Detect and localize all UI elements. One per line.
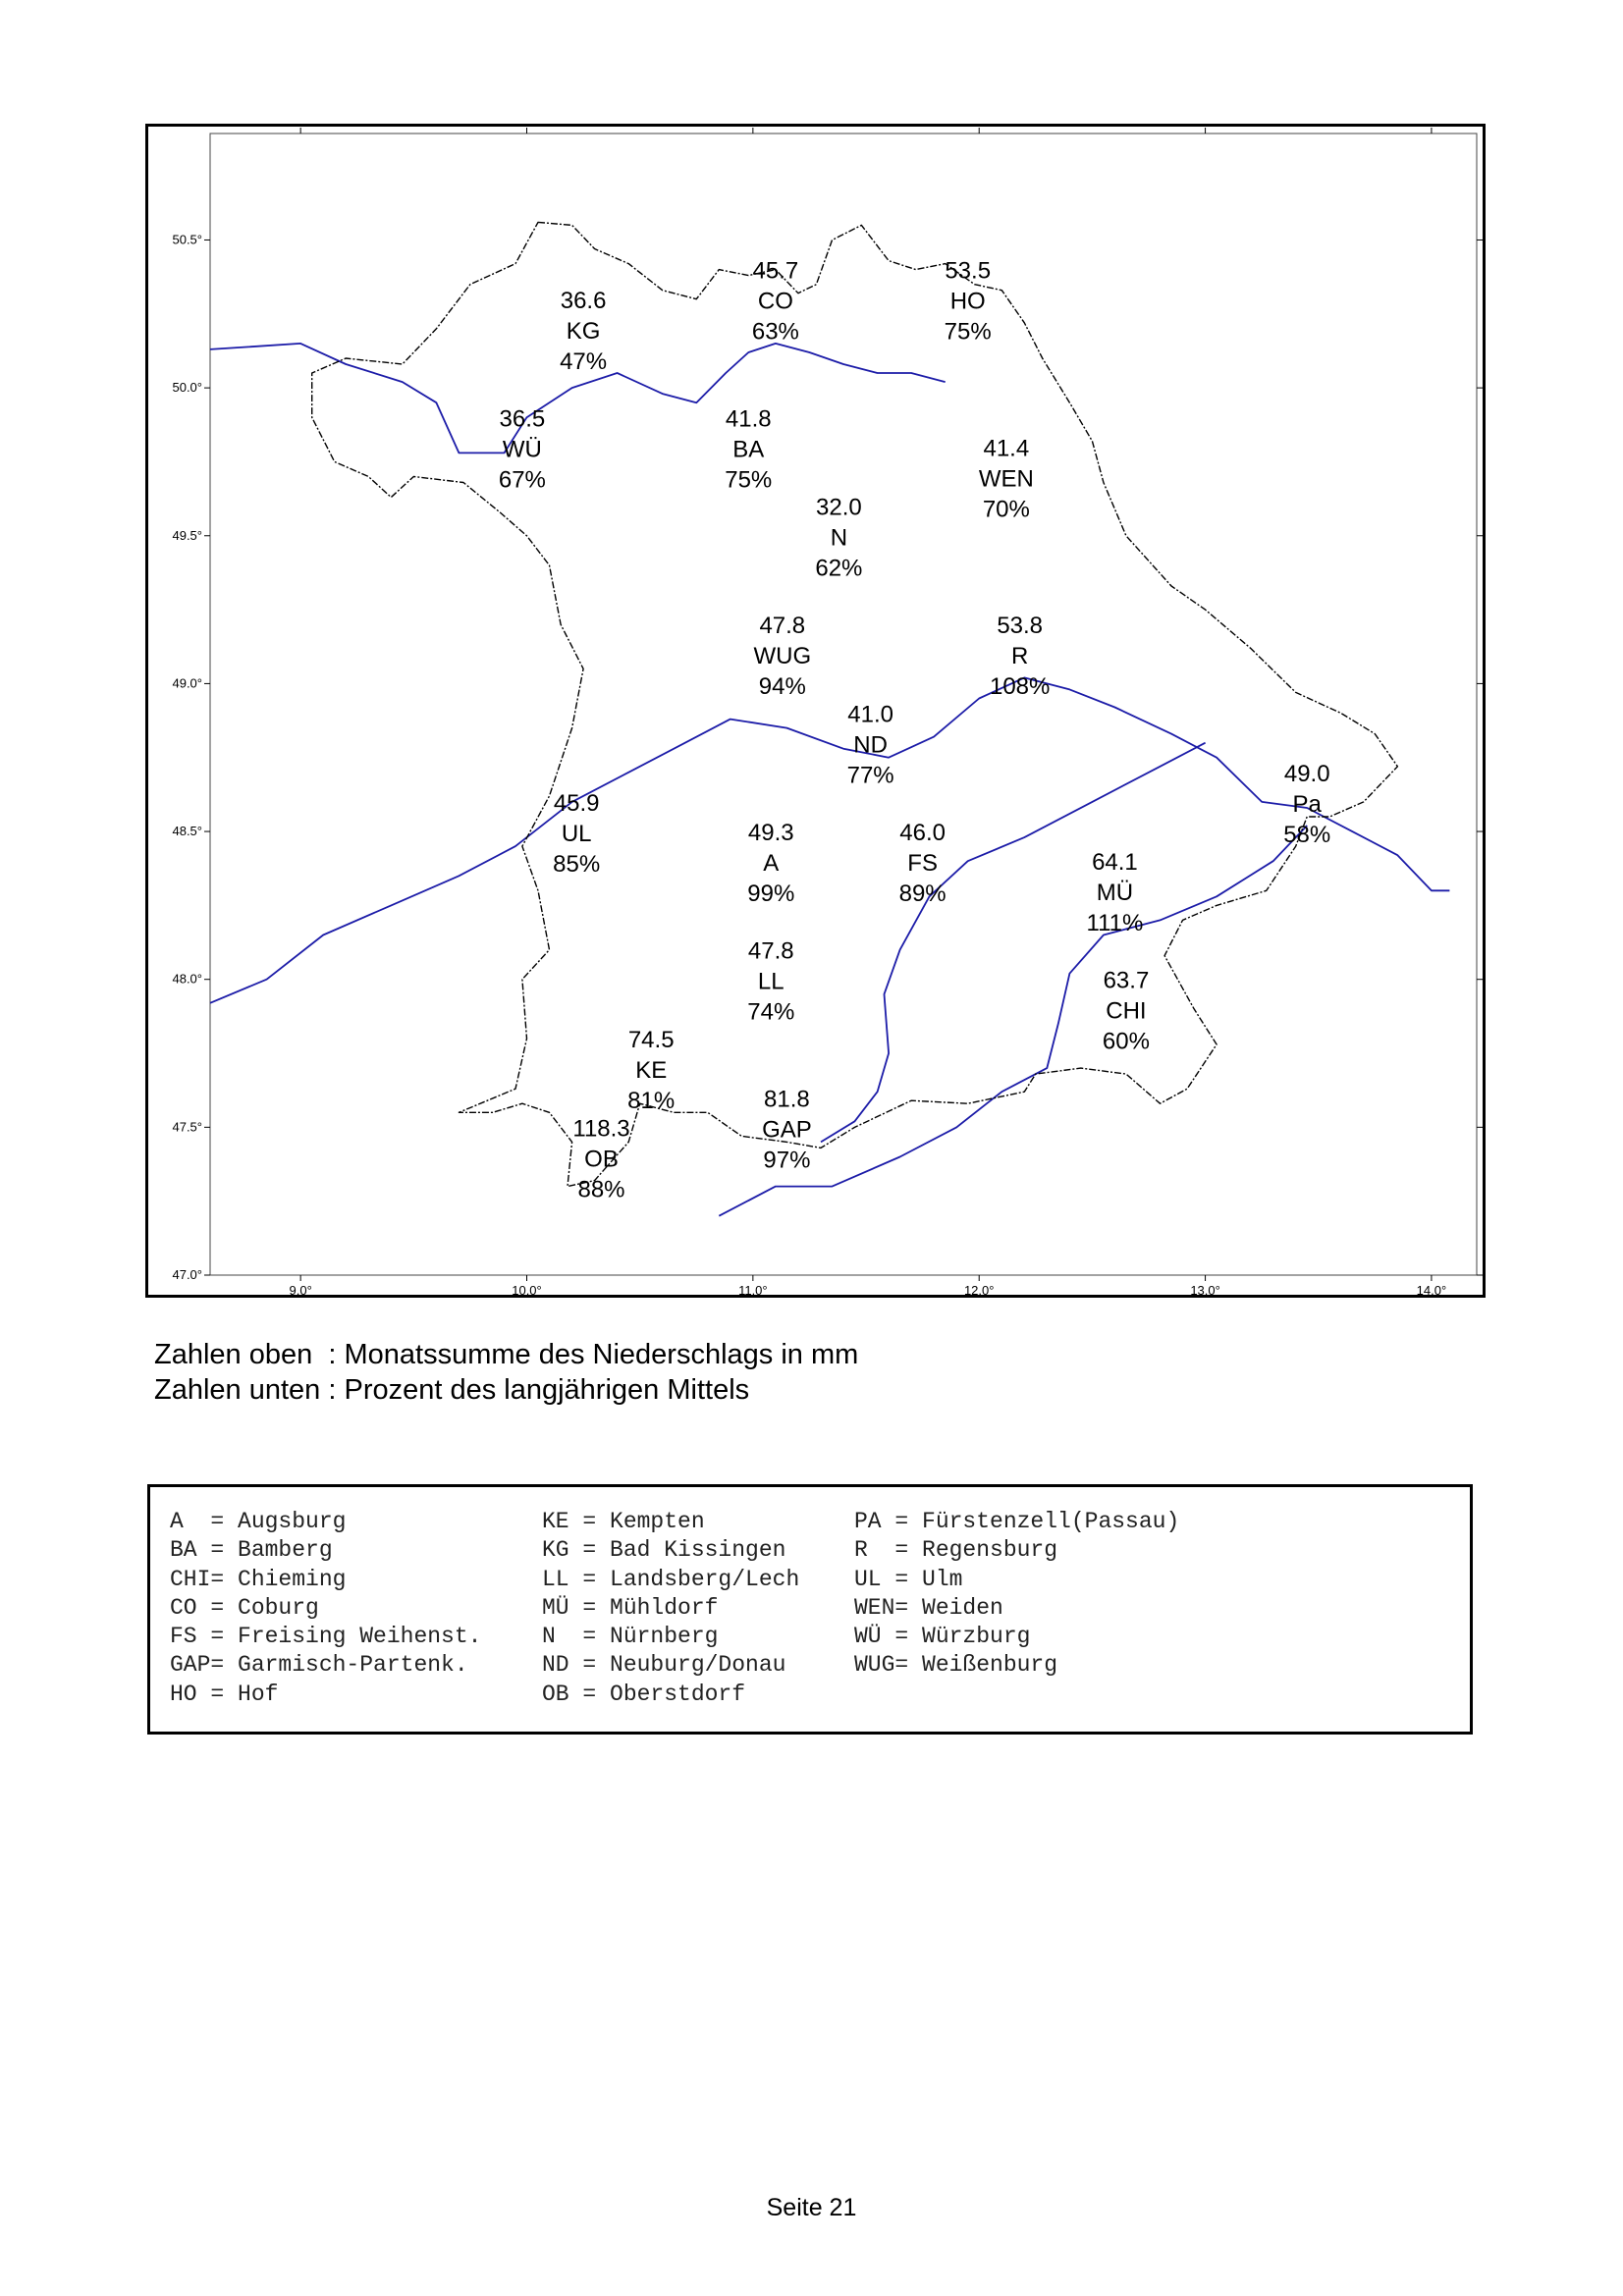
legend-entry: LL = Landsberg/Lech xyxy=(542,1566,800,1592)
station-code: CO xyxy=(757,288,793,315)
station-code: OB xyxy=(584,1146,619,1173)
legend-entry: ND = Neuburg/Donau xyxy=(542,1652,786,1679)
station-percent: 88% xyxy=(577,1176,625,1203)
lon-tick-label: 13.0° xyxy=(1190,1283,1220,1298)
station-code: R xyxy=(1011,643,1029,670)
legend-entry: CO = Coburg xyxy=(170,1594,319,1621)
lat-tick-label: 47.5° xyxy=(172,1119,202,1135)
map-outer-frame xyxy=(147,126,1485,1297)
legend-entry: MÜ = Mühldorf xyxy=(542,1594,719,1621)
legend-entry: GAP= Garmisch-Partenk. xyxy=(170,1652,468,1679)
station-precip-value: 45.7 xyxy=(752,257,799,285)
station-percent: 77% xyxy=(846,762,894,789)
legend-entry: WUG= Weißenburg xyxy=(854,1652,1058,1679)
lat-tick-label: 48.5° xyxy=(172,824,202,839)
station-percent: 94% xyxy=(758,673,806,701)
station-label xyxy=(945,258,992,346)
station-percent: 58% xyxy=(1283,821,1331,848)
legend-entry: PA = Fürstenzell(Passau) xyxy=(854,1509,1180,1534)
station-percent: 85% xyxy=(553,850,601,878)
station-precip-value: 74.5 xyxy=(627,1027,675,1054)
station-code: Pa xyxy=(1292,790,1322,818)
page-number: Seite 21 xyxy=(766,2194,857,2221)
legend-entry: A = Augsburg xyxy=(170,1509,347,1534)
legend-entry: KE = Kempten xyxy=(542,1509,705,1534)
station-precip-value: 32.0 xyxy=(816,494,862,521)
legend-entry: R = Regensburg xyxy=(854,1537,1058,1564)
station-precip-value: 81.8 xyxy=(764,1086,810,1113)
legend-grid xyxy=(170,1509,1267,1710)
caption-line-lower: Zahlen unten : Prozent des langjährigen Mittels xyxy=(154,1374,750,1406)
station-code: WEN xyxy=(978,465,1034,493)
station-label xyxy=(1103,968,1150,1055)
station-precip-value: 41.0 xyxy=(847,701,894,728)
lat-tick-label: 50.0° xyxy=(172,380,202,396)
station-precip-value: 63.7 xyxy=(1103,967,1150,994)
legend-entry: FS = Freising Weihenst. xyxy=(170,1624,482,1650)
station-label xyxy=(762,1086,812,1173)
station-percent: 67% xyxy=(498,466,546,494)
station-percent: 111% xyxy=(1086,910,1144,937)
lat-tick-label: 48.0° xyxy=(172,971,202,987)
lon-tick-label: 9.0° xyxy=(289,1283,312,1298)
legend-entry: UL = Ulm xyxy=(854,1566,963,1592)
station-code: HO xyxy=(949,288,986,315)
station-code: BA xyxy=(732,436,765,463)
station-code: CHI xyxy=(1106,997,1147,1025)
lon-tick-label: 14.0° xyxy=(1416,1283,1447,1298)
legend-entry: KG = Bad Kissingen xyxy=(542,1537,786,1564)
station-percent: 81% xyxy=(627,1088,676,1115)
station-precip-value: 46.0 xyxy=(899,820,946,847)
station-code: LL xyxy=(757,968,784,995)
lat-tick-label: 47.0° xyxy=(172,1267,202,1282)
lon-tick-label: 12.0° xyxy=(963,1283,995,1298)
station-precip-value: 49.3 xyxy=(747,820,794,847)
legend-entry: HO = Hof xyxy=(170,1681,279,1707)
station-precip-value: 47.8 xyxy=(747,937,794,965)
station-label xyxy=(847,702,894,789)
station-precip-value: 41.8 xyxy=(725,405,772,433)
station-code: WÜ xyxy=(502,436,542,463)
legend-entry: BA = Bamberg xyxy=(170,1537,333,1564)
station-percent: 75% xyxy=(944,318,992,346)
legend-entry: CHI= Chieming xyxy=(170,1566,347,1592)
map-caption xyxy=(154,1337,858,1408)
lon-tick-label: 11.0° xyxy=(738,1283,768,1298)
station-label xyxy=(752,258,799,346)
map-canvas xyxy=(145,124,1486,1298)
station-code: ND xyxy=(853,731,888,759)
station-precip-value: 47.8 xyxy=(759,613,806,640)
station-percent: 60% xyxy=(1102,1028,1150,1055)
station-precip-value: 45.9 xyxy=(553,789,600,817)
station-precip-value: 36.5 xyxy=(499,405,546,433)
legend-entry: WEN= Weiden xyxy=(854,1594,1003,1621)
station-code: FS xyxy=(907,850,938,878)
station-percent: 97% xyxy=(763,1147,811,1174)
station-code: A xyxy=(763,850,780,878)
station-label xyxy=(979,435,1034,522)
station-label xyxy=(753,613,811,700)
legend-entry: N = Nürnberg xyxy=(542,1624,719,1650)
station-code: UL xyxy=(561,820,592,847)
station-precip-value: 53.8 xyxy=(997,613,1044,640)
station-percent: 74% xyxy=(747,998,795,1026)
station-label xyxy=(560,288,607,375)
station-precip-value: 41.4 xyxy=(983,435,1030,462)
lat-tick-label: 49.0° xyxy=(172,675,202,691)
station-code: N xyxy=(830,524,848,552)
station-percent: 108% xyxy=(989,673,1051,701)
station-percent: 47% xyxy=(560,347,608,375)
station-percent: 75% xyxy=(725,466,773,494)
station-precip-value: 118.3 xyxy=(572,1115,630,1143)
station-percent: 62% xyxy=(815,555,863,582)
station-code: MÜ xyxy=(1096,880,1134,907)
legend-entry: OB = Oberstdorf xyxy=(542,1681,746,1707)
station-code: KE xyxy=(635,1057,668,1085)
station-percent: 70% xyxy=(982,496,1030,523)
precipitation-map xyxy=(145,124,1486,1298)
caption-line-upper: Zahlen oben : Monatssumme des Niederschlags in mm xyxy=(154,1339,859,1370)
station-code: KG xyxy=(566,317,601,345)
station-percent: 99% xyxy=(747,881,795,908)
station-percent: 63% xyxy=(751,318,799,346)
station-percent: 89% xyxy=(898,881,947,908)
station-code: GAP xyxy=(762,1116,812,1144)
legend-entry: WÜ = Würzburg xyxy=(854,1624,1031,1650)
station-label xyxy=(499,405,546,493)
lat-tick-label: 50.5° xyxy=(172,232,202,247)
lon-tick-label: 10.0° xyxy=(512,1283,542,1298)
station-precip-value: 64.1 xyxy=(1092,849,1138,877)
station-code: WUG xyxy=(753,643,812,670)
station-precip-value: 53.5 xyxy=(945,257,992,285)
lat-tick-label: 49.5° xyxy=(172,527,202,543)
station-precip-value: 36.6 xyxy=(560,287,607,314)
station-legend xyxy=(147,1484,1473,1735)
station-precip-value: 49.0 xyxy=(1283,760,1330,787)
